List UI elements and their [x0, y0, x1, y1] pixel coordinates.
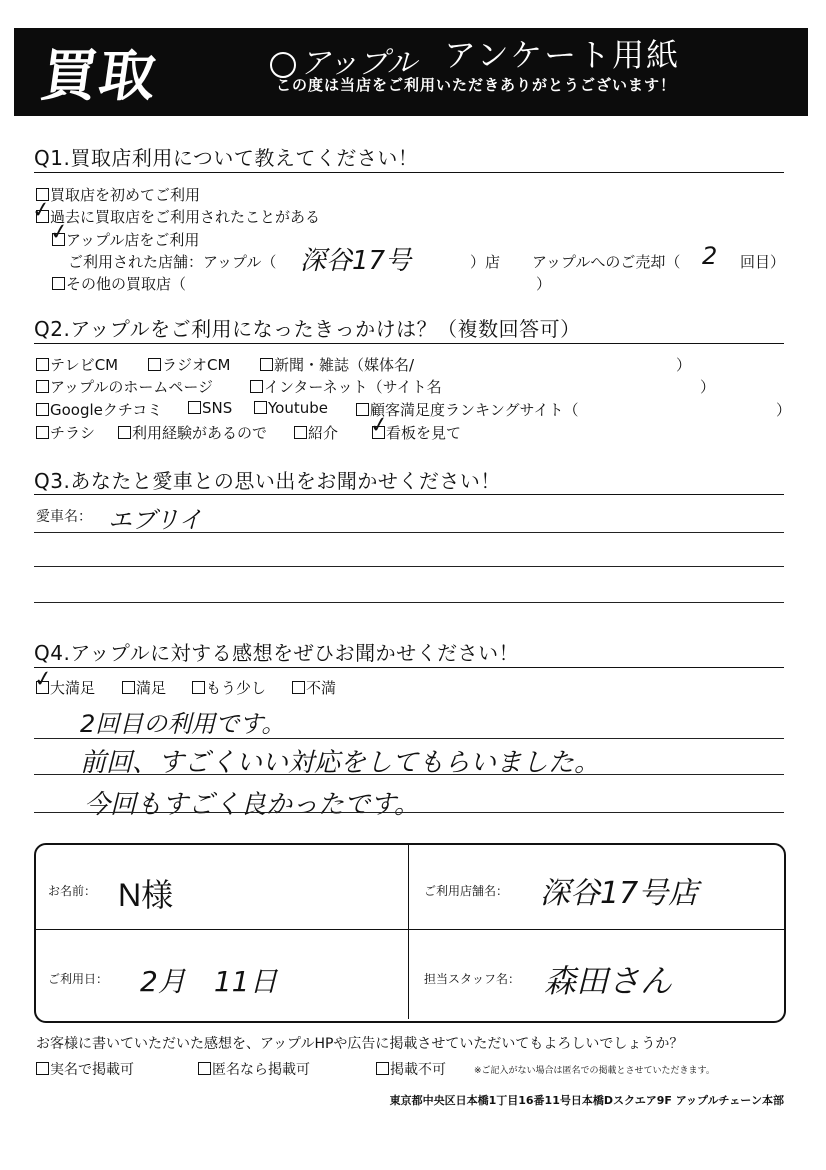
checkbox[interactable] — [254, 401, 267, 414]
q2-internet-close: ） — [700, 378, 716, 396]
q1-option-apple[interactable]: アップル店をご利用 — [52, 229, 199, 250]
staff-name-value[interactable]: 森田さん — [544, 962, 673, 1000]
q4-comment-line-3[interactable]: 今回もすごく良かったです。 — [84, 790, 420, 820]
q2-option-experience[interactable]: 利用経験があるので — [118, 422, 267, 443]
header-banner — [14, 28, 808, 116]
checkbox[interactable] — [122, 681, 135, 694]
q2-news-close: ） — [676, 356, 692, 374]
q4-option-little[interactable]: もう少し — [192, 677, 266, 698]
consent-no[interactable]: 掲載不可 — [376, 1059, 446, 1079]
checkbox[interactable] — [356, 403, 369, 416]
q1-other-close: ） — [536, 275, 552, 293]
q4-heading: Q4.アップルに対する感想をぜひお聞かせください！ — [34, 641, 520, 665]
q2-option-internet[interactable]: インターネット（サイト名 — [250, 376, 442, 397]
answer-line — [34, 566, 784, 567]
check-mark-icon: ✓ — [30, 196, 53, 225]
q2-option-referral[interactable]: 紹介 — [294, 422, 338, 443]
q1-option-first[interactable]: 買取店を初めてご利用 — [36, 184, 200, 205]
footer-address: 東京都中央区日本橋1丁目16番11号日本橋Dスクエア9F アップルチェーン本部 — [389, 1094, 784, 1107]
q4-comment-line-2[interactable]: 前回、すごくいい対応をしてもらいました。 — [80, 748, 601, 778]
q1-option-past[interactable]: 過去に買取店をご利用されたことがある — [36, 206, 320, 227]
checkbox[interactable] — [36, 380, 49, 393]
q2-option-google[interactable]: Googleクチコミ — [36, 399, 162, 420]
q4-comment-line-1[interactable]: 2回目の利用です。 — [80, 710, 286, 738]
answer-line — [34, 532, 784, 533]
consent-anonymous[interactable]: 匿名なら掲載可 — [198, 1059, 310, 1079]
q2-option-youtube[interactable]: Youtube — [254, 399, 328, 417]
q3-car-label: 愛車名： — [36, 509, 92, 525]
q1-store-label: ご利用された店舗：アップル（ — [68, 253, 277, 271]
checkbox[interactable] — [36, 426, 49, 439]
store-name-label: ご利用店舗名： — [424, 884, 509, 898]
thank-you-text: この度は当店をご利用いただきありがとうございます！ — [276, 76, 677, 94]
answer-line — [34, 812, 784, 813]
checkbox[interactable] — [36, 358, 49, 371]
q1-store-value[interactable]: 深谷17号 — [300, 246, 412, 276]
checkbox[interactable] — [36, 1062, 49, 1075]
q2-option-signboard[interactable]: 看板を見て — [372, 422, 461, 443]
q3-car-value[interactable]: エブリイ — [108, 506, 203, 534]
q1-sell-label: アップルへのご売却（ — [532, 253, 681, 271]
kaitori-logo: 買取 — [36, 44, 162, 109]
divider — [34, 172, 784, 173]
checkbox[interactable] — [36, 403, 49, 416]
answer-line — [34, 738, 784, 739]
q2-option-tv[interactable]: テレビCM — [36, 354, 118, 375]
consent-note: ※ご記入がない場合は匿名での掲載とさせていただきます。 — [474, 1066, 715, 1076]
q4-option-unsatisfied[interactable]: 不満 — [292, 677, 336, 698]
divider — [34, 494, 784, 495]
divider — [34, 343, 784, 344]
checkbox[interactable] — [198, 1062, 211, 1075]
date-label: ご利用日： — [48, 972, 109, 986]
q1-sell-value[interactable]: 2 — [702, 242, 718, 270]
q2-option-ranking[interactable]: 顧客満足度ランキングサイト（ — [356, 399, 579, 420]
q1-option-other[interactable]: その他の買取店（ — [52, 273, 186, 294]
q2-option-radio[interactable]: ラジオCM — [148, 354, 230, 375]
checkbox[interactable] — [376, 1062, 389, 1075]
q2-option-flyer[interactable]: チラシ — [36, 422, 95, 443]
divider — [34, 667, 784, 668]
name-value[interactable]: N様 — [118, 877, 174, 913]
q2-heading: Q2.アップルをご利用になったきっかけは？（複数回答可） — [34, 317, 581, 341]
vertical-divider — [408, 843, 409, 1019]
q4-option-satisfied[interactable]: 満足 — [122, 677, 166, 698]
q1-sell-suffix: 回目） — [740, 253, 786, 271]
checkbox[interactable] — [118, 426, 131, 439]
check-mark-icon: ✓ — [48, 218, 71, 247]
check-mark-icon: ✓ — [368, 411, 391, 440]
q1-heading: Q1.買取店利用について教えてください！ — [34, 146, 419, 170]
checkbox[interactable] — [260, 358, 273, 371]
consent-question: お客様に書いていただいた感想を、アップルHPや広告に掲載させていただいてもよろしいでしょうか？ — [36, 1036, 684, 1052]
checkbox[interactable] — [294, 426, 307, 439]
q4-option-very-satisfied[interactable]: 大満足 — [36, 677, 95, 698]
consent-real-name[interactable]: 実名で掲載可 — [36, 1059, 134, 1079]
horizontal-divider — [34, 929, 784, 930]
q2-option-homepage[interactable]: アップルのホームページ — [36, 376, 213, 397]
checkbox[interactable] — [188, 401, 201, 414]
check-mark-icon: ✓ — [32, 665, 55, 694]
staff-name-label: 担当スタッフ名： — [424, 972, 521, 986]
q2-ranking-close: ） — [776, 401, 792, 419]
checkbox[interactable] — [292, 681, 305, 694]
q3-heading: Q3.あなたと愛車との思い出をお聞かせください！ — [34, 469, 501, 493]
checkbox[interactable] — [192, 681, 205, 694]
answer-line — [34, 602, 784, 603]
logo-text: アップル — [300, 46, 417, 81]
store-name-value[interactable]: 深谷17号店 — [540, 876, 699, 911]
survey-title: アンケート用紙 — [444, 36, 681, 74]
checkbox[interactable] — [52, 277, 65, 290]
q2-option-news[interactable]: 新聞・雑誌（媒体名/ — [260, 354, 414, 375]
checkbox[interactable] — [148, 358, 161, 371]
name-label: お名前： — [48, 884, 97, 898]
answer-line — [34, 774, 784, 775]
q2-option-sns[interactable]: SNS — [188, 399, 232, 417]
checkbox[interactable] — [250, 380, 263, 393]
q1-store-suffix: ）店 — [470, 253, 501, 271]
date-value[interactable]: 2月 11日 — [140, 965, 278, 998]
